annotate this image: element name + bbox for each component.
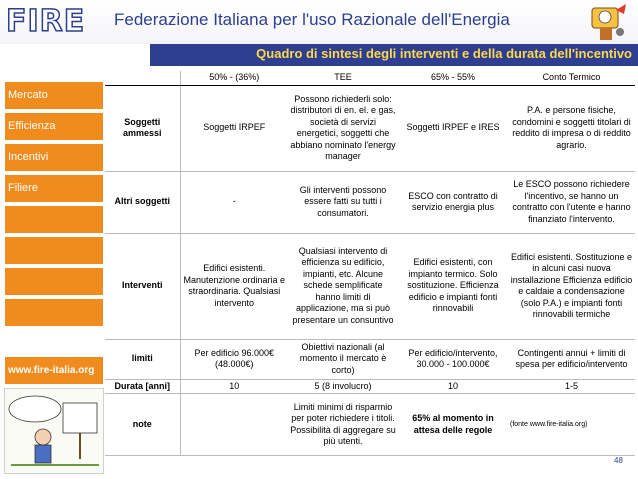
table-cell: Per edificio/intervento, 30.000 - 100.000€ bbox=[398, 339, 508, 379]
sidebar bbox=[5, 82, 103, 330]
table-cell: Edifici esistenti, con impianto termico. Solo sostituzione. Efficienza edificio e impianti fonti rinnovabili bbox=[398, 233, 508, 339]
table-cell: - bbox=[180, 171, 288, 233]
table-cell: Soggetti IRPEF bbox=[180, 85, 288, 171]
row-label: limiti bbox=[105, 339, 180, 379]
table-cell: Edifici esistenti. Sostituzione e in alcuni casi nuova installazione Efficienza edificio e caldaie a condensazione (solo P.A.) e impianti fonti rinnovabili termiche bbox=[508, 233, 635, 339]
table-cell: Qualsiasi intervento di efficienza su edificio, impianti, etc. Alcune schede semplificate hanno limiti di applicazione, ma si può presentare un consuntivo bbox=[288, 233, 398, 339]
table-cell: P.A. e persone fisiche, condomini e soggetti titolari di reddito di impresa o di reddito agrario. bbox=[508, 85, 635, 171]
table-cell: Obiettivi nazionali (al momento il mercato è corto) bbox=[288, 339, 398, 379]
table-cell: Limiti minimi di risparmio per poter richiedere i titoli. Possibilità di aggregare su più utenti. bbox=[288, 394, 398, 456]
cartoon-image bbox=[4, 388, 104, 474]
sidebar-empty-slot bbox=[5, 237, 103, 264]
table-header-row bbox=[105, 71, 635, 85]
table-cell: 10 bbox=[398, 379, 508, 394]
column-header: TEE bbox=[288, 71, 398, 85]
sidebar-empty-slot bbox=[5, 206, 103, 233]
table-cell: Edifici esistenti. Manutenzione ordinaria e straordinaria. Qualsiasi intervento bbox=[180, 233, 288, 339]
table-cell: Le ESCO possono richiedere l'incentivo, se hanno un contratto con l'utente e hanno finanziato l'intervento. bbox=[508, 171, 635, 233]
header bbox=[0, 0, 638, 44]
row-label: note bbox=[105, 394, 180, 456]
table-row bbox=[105, 233, 635, 339]
cartoon-illustration bbox=[5, 389, 103, 473]
sidebar-item-mercato[interactable]: Mercato bbox=[5, 82, 103, 109]
table-cell bbox=[180, 394, 288, 456]
fire-logo[interactable] bbox=[6, 6, 106, 38]
mascot-icon bbox=[586, 2, 630, 44]
column-header: Conto Termico bbox=[508, 71, 635, 85]
source-note: (fonte www.fire-italia.org) bbox=[508, 394, 635, 456]
table-cell: 5 (8 involucro) bbox=[288, 379, 398, 394]
page-title: Quadro di sintesi degli interventi e della durata dell'incentivo bbox=[256, 46, 632, 61]
row-label: Interventi bbox=[105, 233, 180, 339]
table-cell: Contingenti annui + limiti di spesa per edificio/intervento bbox=[508, 339, 635, 379]
sidebar-empty-slot bbox=[5, 299, 103, 326]
table-cell: ESCO con contratto di servizio energia plus bbox=[398, 171, 508, 233]
organization-name: Federazione Italiana per l'uso Razionale dell'Energia bbox=[114, 10, 510, 29]
row-label: Durata [anni] bbox=[105, 379, 180, 394]
page-number: 48 bbox=[614, 456, 623, 465]
incentives-summary-table bbox=[105, 71, 635, 456]
sidebar-item-efficienza[interactable]: Efficienza bbox=[5, 113, 103, 140]
table-cell: 1-5 bbox=[508, 379, 635, 394]
sidebar-item-incentivi[interactable]: Incentivi bbox=[5, 144, 103, 171]
table-row bbox=[105, 171, 635, 233]
table-cell: 65% al momento in attesa delle regole bbox=[398, 394, 508, 456]
sidebar-empty-slot bbox=[5, 268, 103, 295]
logo-text: FIRE bbox=[6, 4, 86, 39]
table-cell: Soggetti IRPEF e IRES bbox=[398, 85, 508, 171]
table-cell: Possono richiederli solo: distributori di en. el. e gas, società di servizi energetici, soggetti che abbiano nominato l'energy manager bbox=[288, 85, 398, 171]
sidebar-item-filiere[interactable]: Filiere bbox=[5, 175, 103, 202]
table-cell: 10 bbox=[180, 379, 288, 394]
table-row bbox=[105, 339, 635, 379]
column-header: 65% - 55% bbox=[398, 71, 508, 85]
row-label: Soggetti ammessi bbox=[105, 85, 180, 171]
table-cell: Gli interventi possono essere fatti su tutti i consumatori. bbox=[288, 171, 398, 233]
table-row bbox=[105, 394, 635, 456]
table-row bbox=[105, 85, 635, 171]
website-link[interactable]: www.fire-italia.org bbox=[5, 357, 103, 384]
table-row bbox=[105, 379, 635, 394]
row-label: Altri soggetti bbox=[105, 171, 180, 233]
column-header bbox=[105, 71, 180, 85]
column-header: 50% - (36%) bbox=[180, 71, 288, 85]
table-cell: Per edificio 96.000€ (48.000€) bbox=[180, 339, 288, 379]
